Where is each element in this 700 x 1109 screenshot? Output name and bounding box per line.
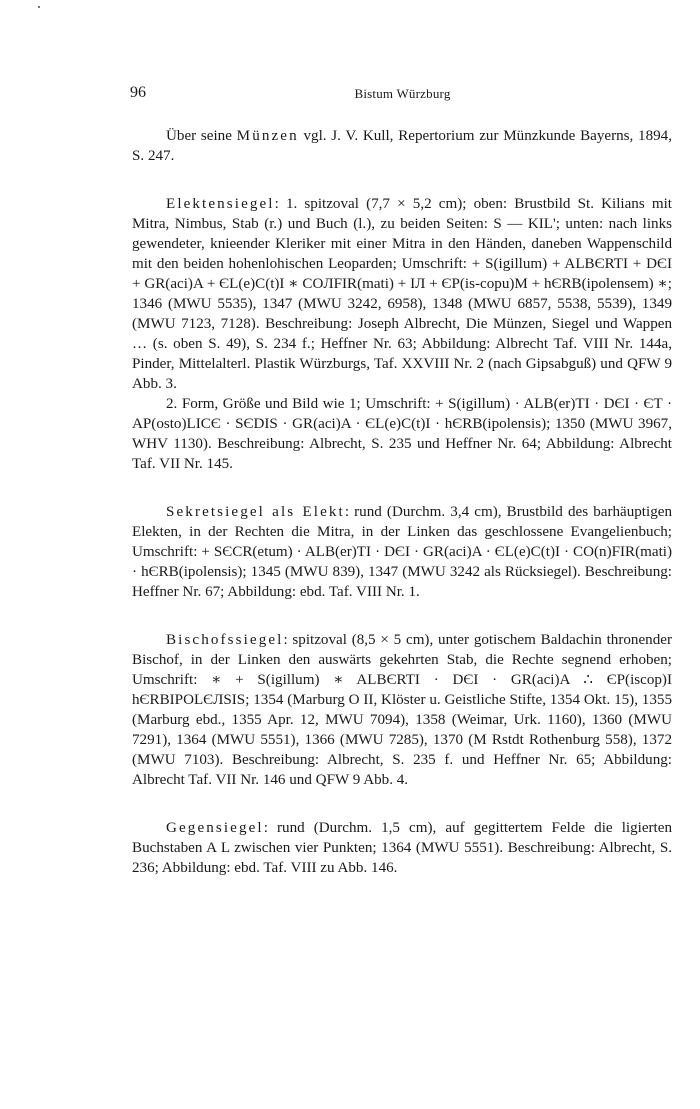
- spaced-term: Münzen: [236, 128, 299, 144]
- page-number: 96: [130, 84, 146, 101]
- spaced-term: Sekretsiegel als Elekt: [166, 504, 345, 520]
- paragraph: [132, 630, 672, 790]
- paragraph-text: spitzoval (8,5 × 5 cm), unter gotischem Baldachin thronender Bischof, in der Linken den auswärts gekehrten Stab, die Rechte segnend erhoben; Umschrift: ∗ + S(igillum) ∗ ALBЄRTI · DЄI · GR(aci)A ∴ ЄP(iscop)I hЄRBIPOLЄЛSIS; 1354 (Marburg O II, Klöster u. Geistliche Stifte, 1354 Okt. 15), 1355 (Marburg ebd., 1355 Apr. 12, MWU 7094), 1358 (Weimar, Urk. 1160), 1360 (MWU 7291), 1364 (MWU 5551), 1366 (MWU 7285), 1370 (M Rstdt Rothenburg 558), 1372 (MWU 7103). Beschreibung: Albrecht, S. 235 f. und Heffner Nr. 65; Abbildung: Albrecht Taf. VII Nr. 146 und QFW 9 Abb. 4.: [132, 632, 672, 788]
- spaced-term: Gegensiegel: [166, 820, 264, 836]
- lead-text: Über seine: [166, 128, 237, 144]
- section-bischofssiegel: [132, 630, 672, 790]
- section-gegensiegel: [132, 818, 672, 878]
- paragraph: [132, 194, 672, 394]
- paragraph-text: 2. Form, Größe und Bild wie 1; Umschrift: + S(igillum) · ALB(er)TI · DЄI · ЄT · AP(osto)LICЄ · SЄDIS · GR(aci)A · ЄL(e)C(t)I · hЄRB(ipolensis); 1350 (MWU 3967, WHV 1130). Beschreibung: Albrecht, S. 235 und Heffner Nr. 64; Abbildung: Albrecht Taf. VII Nr. 145.: [132, 396, 672, 472]
- term-punct: :: [344, 504, 350, 520]
- paragraph-text: rund (Durchm. 1,5 cm), auf gegittertem Felde die ligierten Buchstaben A L zwischen vier Punkten; 1364 (MWU 5551). Beschreibung: Albrecht, S. 236; Abbildung: ebd. Taf. VIII zu Abb. 146.: [132, 820, 672, 876]
- paragraph-text: 1. spitzoval (7,7 × 5,2 cm); oben: Brustbild St. Kilians mit Mitra, Nimbus, Stab (r.) und Buch (l.), zu beiden Seiten: S — KIL'; unten: nach links gewendeter, knieender Kleriker mit einer Mitra in den Händen, daneben Wappenschild mit den beiden hohenlohischen Leoparden; Umschrift: + S(igillum) + ALBЄRTI + DЄI + GR(aci)A + ЄL(e)C(t)I ∗ COЛFIR(mati) + IЛ + ЄP(is-copu)M + hЄRB(ipolensem) ∗; 1346 (MWU 5535), 1347 (MWU 3242, 6958), 1348 (MWU 6857, 5538, 5539), 1349 (MWU 7123, 7128). Beschreibung: Joseph Albrecht, Die Münzen, Siegel und Wappen … (s. oben S. 49), S. 234 f.; Heffner Nr. 63; Abbildung: Albrecht Taf. VIII Nr. 144a, Pinder, Mittelalterl. Plastik Würzburgs, Taf. XXVIII Nr. 2 (nach Gipsabguß) und QFW 9 Abb. 3.: [132, 196, 672, 392]
- spaced-term: Elektensiegel: [166, 196, 275, 212]
- paragraph-text: rund (Durchm. 3,4 cm), Brustbild des barhäuptigen Elekten, in der Rechten die Mitra, in der Linken das geschlossene Evangelienbuch; Umschrift: + SЄCR(etum) · ALB(er)TI · DЄI · GR(aci)A · ЄL(e)C(t)I · CO(n)FIR(mati) · hЄRB(ipolensis); 1345 (MWU 839), 1347 (MWU 3242 als Rücksiegel). Beschreibung: Heffner Nr. 67; Abbildung: ebd. Taf. VIII Nr. 1.: [132, 504, 672, 600]
- paragraph: [132, 394, 672, 474]
- page-header: [130, 84, 675, 106]
- section-sekretsiegel: [132, 502, 672, 602]
- term-punct: :: [274, 196, 279, 212]
- paragraph: [132, 818, 672, 878]
- term-punct: :: [283, 632, 288, 648]
- paragraph: [132, 502, 672, 602]
- term-punct: :: [263, 820, 268, 836]
- section-coins: [132, 126, 672, 166]
- spaced-term: Bischofssiegel: [166, 632, 284, 648]
- scan-speck: [38, 6, 40, 8]
- running-title: Bistum Würzburg: [354, 86, 451, 101]
- paragraph: [132, 126, 672, 166]
- body-text: [132, 126, 672, 906]
- section-elektensiegel: [132, 194, 672, 474]
- paragraph-text: vgl. J. V. Kull, Repertorium zur Münzkunde Bayerns, 1894, S. 247.: [132, 128, 673, 164]
